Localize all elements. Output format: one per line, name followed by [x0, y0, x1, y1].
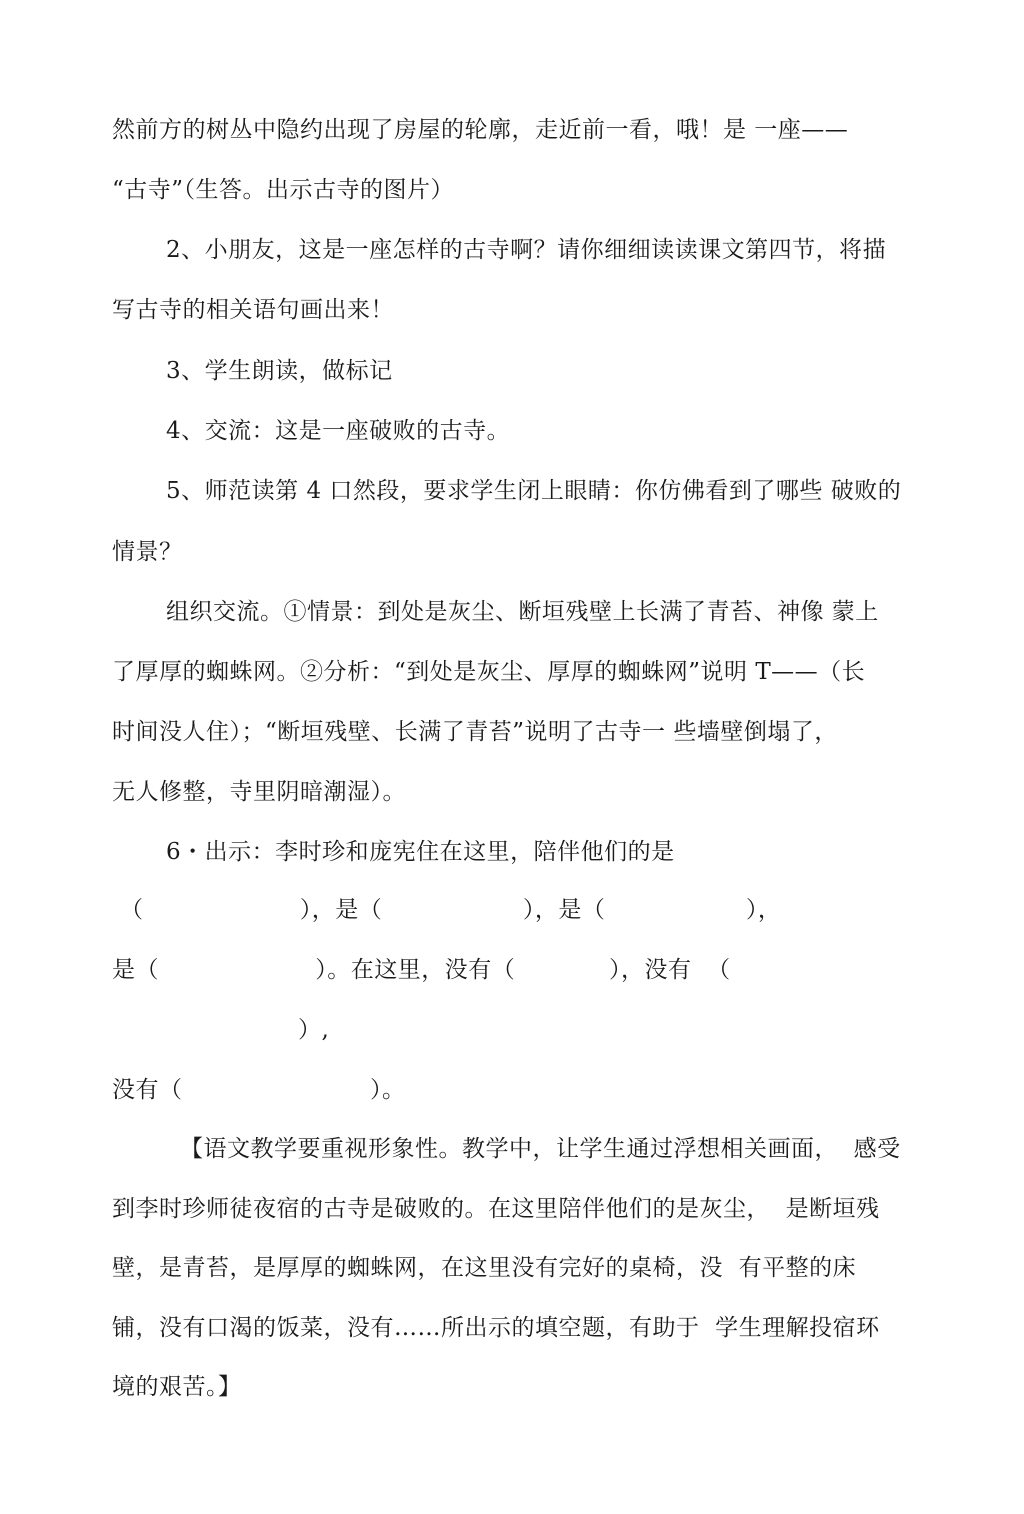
text-line: 4、交流：这是一座破败的古寺。: [166, 418, 511, 444]
text-line: 组织交流。①情景：到处是灰尘、断垣残壁上长满了青苔、神像 蒙上: [166, 599, 879, 625]
fill-blank-line: 没有（ ）。: [112, 1077, 406, 1103]
fill-blank-line: 是（ ）。在这里，没有（ ），没有 （: [112, 957, 731, 983]
text-line: 境的艰苦。】: [112, 1374, 242, 1400]
text-line: 时间没人住）；“断垣残壁、长满了青苔”说明了古寺一 些墙壁倒塌了，: [112, 719, 838, 745]
text-line: 写古寺的相关语句画出来！: [112, 297, 394, 323]
text-line: 【语文教学要重视形象性。教学中，让学生通过浮想相关画面， 感受: [180, 1136, 901, 1162]
fill-blank-line: ）,: [298, 1017, 330, 1043]
fill-blank-line: （ ），是（ ），是（ ），: [120, 897, 782, 923]
text-line: 2、小朋友，这是一座怎样的古寺啊？请你细细读读课文第四节，将描: [166, 237, 887, 263]
text-line: 6・出示：李时珍和庞宪住在这里，陪伴他们的是: [166, 839, 675, 865]
text-line: 情景？: [112, 539, 183, 565]
text-line: 了厚厚的蜘蛛网。②分析：“到处是灰尘、厚厚的蜘蛛网”说明 T——（长: [112, 659, 866, 685]
text-line: 无人修整，寺里阴暗潮湿）。: [112, 779, 406, 805]
text-line: 铺，没有口渴的饭菜，没有……所出示的填空题，有助于 学生理解投宿环: [112, 1315, 880, 1341]
text-line: 5、师范读第 4 口然段，要求学生闭上眼睛：你仿佛看到了哪些 破败的: [166, 478, 902, 504]
text-line: “古寺”（生答。出示古寺的图片）: [112, 177, 455, 203]
text-line: 壁，是青苔，是厚厚的蜘蛛网，在这里没有完好的桌椅，没 有平整的床: [112, 1255, 857, 1281]
text-line: 然前方的树丛中隐约出现了房屋的轮廓，走近前一看，哦！是 一座——: [112, 117, 849, 143]
text-line: 3、学生朗读，做标记: [166, 358, 393, 384]
text-line: 到李时珍师徒夜宿的古寺是破败的。在这里陪伴他们的是灰尘， 是断垣残: [112, 1196, 880, 1222]
